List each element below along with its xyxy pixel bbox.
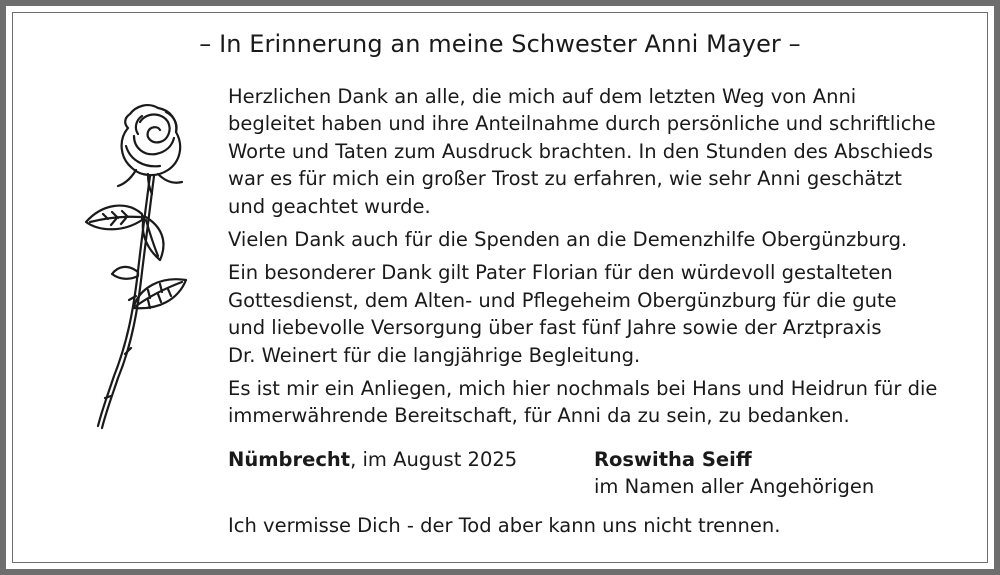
text-line: Es ist mir ein Anliegen, mich hier nochmals bei Hans und Heidrun für die (228, 377, 938, 401)
place-date (228, 446, 517, 473)
signature-block (594, 446, 874, 501)
closing-line: Ich vermisse Dich - der Tod aber kann uns nicht trennen. (228, 514, 781, 537)
text-line: Dr. Weinert für die langjährige Begleitung. (228, 343, 641, 367)
text-line: war es für mich ein großer Trost zu erfahren, wie sehr Anni geschätzt (228, 167, 902, 191)
text-line: Herzlichen Dank an alle, die mich auf dem letzten Weg von Anni (228, 85, 857, 108)
text-line: begleitet haben und ihre Anteilnahme durch persönliche und schriftliche (228, 112, 936, 136)
text-line: immerwährende Bereitschaft, für Anni da zu sein, zu bedanken. (228, 404, 850, 428)
paragraph-thanks (228, 83, 973, 220)
paragraph-concern (228, 375, 973, 430)
paragraph-special-thanks (228, 259, 973, 369)
date-text: , im August 2025 (350, 448, 518, 471)
text-line: und liebevolle Versorgung über fast fünf Jahre sowie der Arztpraxis (228, 316, 882, 340)
text-line: Gottesdienst, dem Alten- und Pflegeheim Obergünzburg für die gute (228, 288, 897, 312)
rose-icon (78, 96, 196, 432)
text-line: Vielen Dank auch für die Spenden an die Demenzhilfe Obergünzburg. (228, 228, 908, 252)
signer-note: im Namen aller Angehörigen (594, 475, 875, 499)
notice-title: – In Erinnerung an meine Schwester Anni Mayer – (199, 30, 801, 58)
text-line: und geachtet wurde. (228, 194, 431, 218)
message-body (228, 83, 973, 436)
paragraph-donations (228, 226, 973, 253)
text-line: Worte und Taten zum Ausdruck brachten. In den Stunden des Abschieds (228, 139, 934, 163)
text-line: Ein besonderer Dank gilt Pater Florian für den würdevoll gestalteten (228, 261, 893, 285)
place-name: Nümbrecht (228, 448, 351, 471)
signer-name: Roswitha Seiff (594, 448, 752, 471)
